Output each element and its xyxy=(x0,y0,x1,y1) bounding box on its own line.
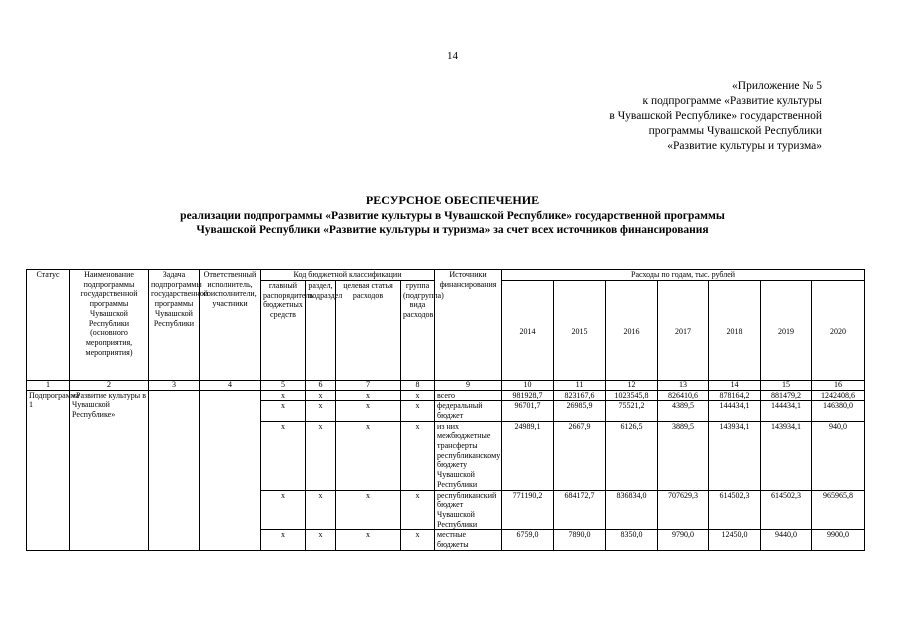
source-cell: федеральный бюджет xyxy=(435,401,502,421)
value-cell: 6759,0 xyxy=(502,530,554,550)
appendix-block xyxy=(560,79,822,154)
code-target-cell: x xyxy=(336,401,401,421)
value-cell: 881479,2 xyxy=(761,390,812,401)
code-main-cell: x xyxy=(261,530,306,550)
code-group-cell: x xyxy=(401,490,435,530)
value-cell: 771190,2 xyxy=(502,490,554,530)
code-section-cell: x xyxy=(306,390,336,401)
appendix-line: к подпрограмме «Развитие культуры xyxy=(642,95,822,107)
value-cell: 826410,6 xyxy=(658,390,709,401)
value-cell: 981928,7 xyxy=(502,390,554,401)
header-year: 2016 xyxy=(606,281,658,381)
code-section-cell: x xyxy=(306,490,336,530)
value-cell: 965965,8 xyxy=(812,490,865,530)
value-cell: 940,0 xyxy=(812,421,865,490)
value-cell: 1023545,8 xyxy=(606,390,658,401)
value-cell: 7890,0 xyxy=(554,530,606,550)
source-cell: местные бюджеты xyxy=(435,530,502,550)
code-target-cell: x xyxy=(336,490,401,530)
code-section-cell: x xyxy=(306,401,336,421)
table-row xyxy=(27,390,865,401)
value-cell: 9790,0 xyxy=(658,530,709,550)
code-main-cell: x xyxy=(261,421,306,490)
column-number: 2 xyxy=(70,381,149,391)
value-cell: 96701,7 xyxy=(502,401,554,421)
code-group-cell: x xyxy=(401,401,435,421)
code-main-cell: x xyxy=(261,490,306,530)
column-number: 4 xyxy=(200,381,261,391)
column-number: 7 xyxy=(336,381,401,391)
column-number: 9 xyxy=(435,381,502,391)
header-year: 2019 xyxy=(761,281,812,381)
code-group-cell: x xyxy=(401,530,435,550)
value-cell: 614502,3 xyxy=(761,490,812,530)
appendix-line: программы Чувашской Республики xyxy=(648,125,822,137)
resource-table xyxy=(26,269,865,551)
status-cell: Подпрограмма 1 xyxy=(27,390,70,550)
code-section-cell: x xyxy=(306,421,336,490)
column-number: 15 xyxy=(761,381,812,391)
appendix-line: в Чувашской Республике» государственной xyxy=(609,110,822,122)
code-group-cell: x xyxy=(401,421,435,490)
column-number: 1 xyxy=(27,381,70,391)
code-main-cell: x xyxy=(261,390,306,401)
code-target-cell: x xyxy=(336,530,401,550)
value-cell: 26985,9 xyxy=(554,401,606,421)
header-year: 2017 xyxy=(658,281,709,381)
appendix-line: «Приложение № 5 xyxy=(732,80,822,92)
value-cell: 3889,5 xyxy=(658,421,709,490)
column-number: 5 xyxy=(261,381,306,391)
header-code-target: целевая статья расходов xyxy=(336,281,401,381)
header-code-group: группа (подгруппа) вида расходов xyxy=(401,281,435,381)
program-name-cell: «Развитие культуры в Чувашской Республике» xyxy=(70,390,149,550)
title-line-2: Чувашской Республики «Развитие культуры и туризма» за счет всех источников финансирования xyxy=(196,224,709,236)
value-cell: 878164,2 xyxy=(709,390,761,401)
value-cell: 4389,5 xyxy=(658,401,709,421)
source-cell: республиканский бюджет Чувашской Республики xyxy=(435,490,502,530)
value-cell: 1242408,6 xyxy=(812,390,865,401)
value-cell: 24989,1 xyxy=(502,421,554,490)
value-cell: 143934,1 xyxy=(761,421,812,490)
value-cell: 12450,0 xyxy=(709,530,761,550)
value-cell: 823167,6 xyxy=(554,390,606,401)
column-number: 16 xyxy=(812,381,865,391)
column-number: 6 xyxy=(306,381,336,391)
header-name: Наименование подпрограммы государственной программы Чувашской Республики (основного мероприятия, мероприятия) xyxy=(70,270,149,381)
column-number: 13 xyxy=(658,381,709,391)
column-number: 10 xyxy=(502,381,554,391)
header-year: 2018 xyxy=(709,281,761,381)
header-year: 2015 xyxy=(554,281,606,381)
column-number: 3 xyxy=(149,381,200,391)
value-cell: 9900,0 xyxy=(812,530,865,550)
header-sources: Источники финансирования xyxy=(435,270,502,381)
code-group-cell: x xyxy=(401,390,435,401)
appendix-line: «Развитие культуры и туризма» xyxy=(667,140,822,152)
header-year: 2020 xyxy=(812,281,865,381)
code-section-cell: x xyxy=(306,530,336,550)
column-number: 12 xyxy=(606,381,658,391)
value-cell: 143934,1 xyxy=(709,421,761,490)
value-cell: 75521,2 xyxy=(606,401,658,421)
value-cell: 144434,1 xyxy=(709,401,761,421)
value-cell: 8350,0 xyxy=(606,530,658,550)
value-cell: 614502,3 xyxy=(709,490,761,530)
header-code-section: раздел, подраздел xyxy=(306,281,336,381)
header-budget-code: Код бюджетной классификации xyxy=(261,270,435,281)
header-row-1 xyxy=(27,270,865,281)
header-task: Задача подпрограммы государственной программы Чувашской Республики xyxy=(149,270,200,381)
column-number: 11 xyxy=(554,381,606,391)
column-number-row xyxy=(27,381,865,391)
value-cell: 707629,3 xyxy=(658,490,709,530)
code-target-cell: x xyxy=(336,421,401,490)
value-cell: 836834,0 xyxy=(606,490,658,530)
value-cell: 146380,0 xyxy=(812,401,865,421)
value-cell: 144434,1 xyxy=(761,401,812,421)
source-cell: всего xyxy=(435,390,502,401)
column-number: 8 xyxy=(401,381,435,391)
page-number: 14 xyxy=(447,50,458,62)
header-executor: Ответственный исполнитель, соисполнители, участники xyxy=(200,270,261,381)
header-status: Статус xyxy=(27,270,70,381)
code-main-cell: x xyxy=(261,401,306,421)
value-cell: 684172,7 xyxy=(554,490,606,530)
code-target-cell: x xyxy=(336,390,401,401)
column-number: 14 xyxy=(709,381,761,391)
value-cell: 2667,9 xyxy=(554,421,606,490)
task-cell xyxy=(149,390,200,550)
header-year: 2014 xyxy=(502,281,554,381)
title-main: РЕСУРСНОЕ ОБЕСПЕЧЕНИЕ xyxy=(365,193,540,207)
header-code-main: главный распорядитель бюджетных средств xyxy=(261,281,306,381)
source-cell: из них межбюджетные трансферты республиканскому бюджету Чувашской Республики xyxy=(435,421,502,490)
value-cell: 6126,5 xyxy=(606,421,658,490)
title-line-1: реализации подпрограммы «Развитие культуры в Чувашской Республике» государственной программы xyxy=(180,209,725,222)
document-title xyxy=(0,193,905,238)
executor-cell xyxy=(200,390,261,550)
value-cell: 9440,0 xyxy=(761,530,812,550)
header-expenses: Расходы по годам, тыс. рублей xyxy=(502,270,865,281)
